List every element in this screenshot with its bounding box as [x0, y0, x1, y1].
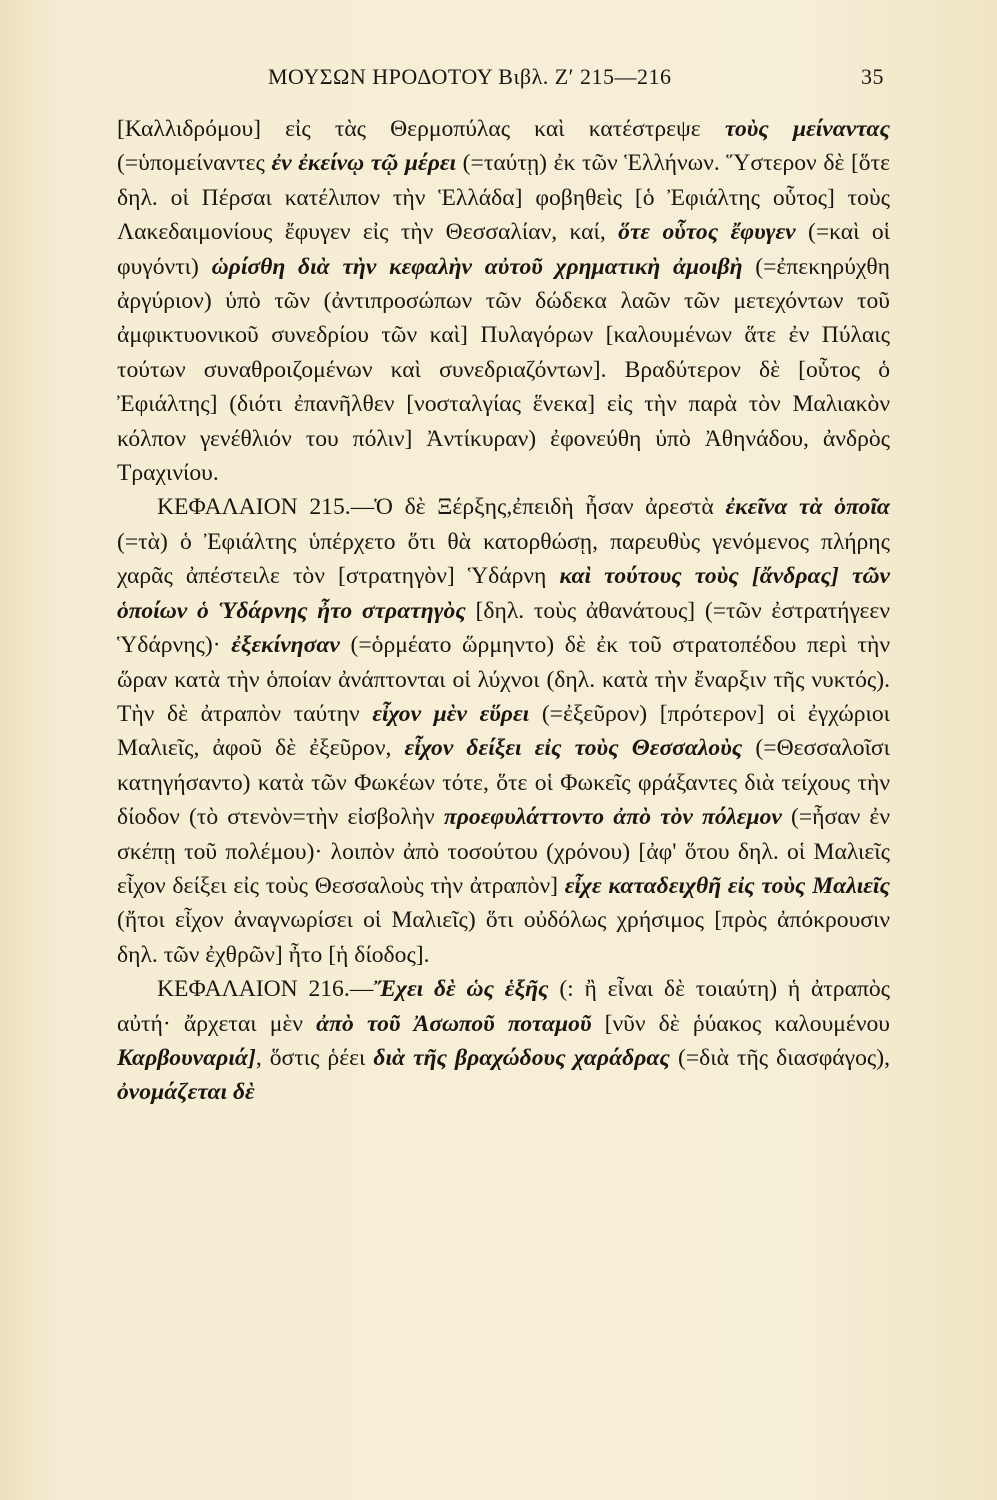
- emphasized-phrase: ἀπὸ τοῦ Ἀσωποῦ ποταμοῦ: [316, 1010, 592, 1037]
- emphasized-phrase: διὰ τῆς βραχώδους χαράδρας: [373, 1044, 670, 1071]
- text-run: ΚΕΦΑΛΑΙΟΝ 215.—Ὁ δὲ Ξέρξης,ἐπειδὴ ἦσαν ἀρεστὰ: [157, 494, 726, 521]
- body-text: [117, 112, 890, 1110]
- page-header: [0, 58, 997, 98]
- paragraph-chapter-215: [117, 490, 890, 972]
- text-run: ΚΕΦΑΛΑΙΟΝ 216.—: [157, 976, 374, 1003]
- paragraph-continuation: [117, 112, 890, 490]
- emphasized-phrase: ἐξεκίνησαν: [231, 632, 340, 659]
- emphasized-phrase: Καρβουναριά]: [117, 1044, 256, 1071]
- emphasized-phrase: εἶχον δείξει εἰς τοὺς Θεσσαλοὺς: [404, 735, 743, 762]
- emphasized-phrase: ἐκεῖνα τὰ ὁποῖα: [725, 494, 890, 521]
- text-run: (=ὁρμέατο ὥρμηντο) δὲ ἐκ τοῦ στρατοπέδου περὶ τὴν ὥραν κατὰ τὴν ὁποίαν ἀνάπτονται οἱ λύχνοι (δηλ. κατὰ τὴν ἔναρξιν τῆς νυκτός). Τὴν δὲ ἀτραπὸν ταύτην: [117, 632, 890, 727]
- text-run: (ἤτοι εἶχον ἀναγνωρίσει οἱ Μαλιεῖς) ὅτι οὐδόλως χρήσιμος [πρὸς ἀπόκρουσιν δηλ. τῶν ἐχθρῶν] ἦτο [ἡ δίοδος].: [117, 907, 890, 968]
- page-number: 35: [861, 64, 884, 89]
- text-run: (=ἐξεῦρον) [πρότερον] οἱ ἐγχώριοι Μαλιεῖς, ἀφοῦ δὲ ἐξεῦρον,: [117, 700, 891, 762]
- emphasized-phrase: καὶ τούτους τοὺς [ἄνδρας] τῶν ὁποίων ὁ Ὑδάρνης ἦτο στρατηγὸς: [117, 563, 890, 624]
- text-run: [δηλ. τοὺς ἀθανάτους] (=τῶν ἐστρατήγεεν Ὑδάρνης)·: [117, 597, 890, 659]
- text-run: (=καὶ οἱ φυγόντι): [117, 219, 891, 280]
- paragraph-chapter-216: [117, 972, 890, 1110]
- text-run: (=Θεσσαλοῖσι κατηγήσαντο) κατὰ τῶν Φωκέων τότε, ὅτε οἱ Φωκεῖς φράξαντες διὰ τείχους τὴν δίοδον (τὸ στενὸν=τὴν εἰσβολὴν: [117, 735, 890, 831]
- text-run: (: ἢ εἶναι δὲ τοιαύτη) ἡ ἀτραπὸς αὐτή· ἄρχεται μὲν: [117, 976, 890, 1037]
- text-run: [Καλλιδρόμου] εἰς τὰς Θερμοπύλας καὶ κατέστρεψε: [117, 116, 725, 142]
- emphasized-phrase: τοὺς μείναντας: [724, 116, 891, 142]
- emphasized-phrase: εἶχε καταδειχθῆ εἰς τοὺς Μαλιεῖς: [564, 872, 891, 899]
- text-run: , ὅστις ῥέει: [255, 1044, 374, 1071]
- text-run: [νῦν δὲ ῥύακος καλουμένου: [591, 1010, 890, 1037]
- text-run: (=ἐπεκηρύχθη ἀργύριον) ὑπὸ τῶν (ἀντιπροσώπων τῶν δώδεκα λαῶν τῶν μετεχόντων τοῦ ἀμφικτυονικοῦ συνεδρίου τῶν καὶ] Πυλαγόρων [καλουμένων ἅτε ἐν Πύλαις τούτων συναθροιζομένων καὶ συνεδριαζόντων]. Βραδύτερον δὲ [οὗτος ὁ Ἐφιάλτης] (διότι ἐπανῆλθεν [νοσταλγίας ἕνεκα] εἰς τὴν παρὰ τὸν Μαλιακὸν κόλπον γενέθλιόν του πόλιν] Ἀντίκυραν) ἐφονεύθη ὑπὸ Ἀθηνάδου, ἀνδρὸς Τραχινίου.: [117, 253, 890, 487]
- emphasized-phrase: εἶχον μὲν εὕρει: [372, 700, 530, 727]
- running-head: ΜΟΥΣΩΝ ΗΡΟΔΟΤΟΥ Βιβλ. Ζ′ 215—216: [268, 64, 672, 89]
- text-run: (=διὰ τῆς διασφάγος),: [669, 1044, 890, 1071]
- emphasized-phrase: ὀνομάζεται δὲ: [117, 1079, 255, 1106]
- emphasized-phrase: ὅτε οὗτος ἔφυγεν: [618, 219, 796, 246]
- text-run: (=ἦσαν ἐν σκέπῃ τοῦ πολέμου)· λοιπὸν ἀπὸ τοσούτου (χρόνου) [ἀφ' ὅτου δηλ. οἱ Μαλιεῖς εἶχον δείξει εἰς τοὺς Θεσσαλοὺς τὴν ἀτραπὸν]: [117, 804, 890, 899]
- text-run: (=τὰ) ὁ Ἐφιάλτης ὑπέρχετο ὅτι θὰ κατορθώσῃ, παρευθὺς γενόμενος πλήρης χαρᾶς ἀπέστειλε τὸν [στρατηγὸν] Ὑδάρνη: [117, 528, 890, 590]
- emphasized-phrase: Ἔχει δὲ ὡς ἑξῆς: [373, 976, 549, 1003]
- emphasized-phrase: ἐν ἐκείνῳ τῷ μέρει: [271, 150, 457, 177]
- text-run: (=ταύτῃ) ἐκ τῶν Ἑλλήνων. Ὕστερον δὲ [ὅτε δηλ. οἱ Πέρσαι κατέλιπον τὴν Ἑλλάδα] φοβηθεὶς [ὁ Ἐφιάλτης οὗτος] τοὺς Λακεδαιμονίους ἔφυγεν εἰς τὴν Θεσσαλίαν, καί,: [117, 150, 890, 246]
- text-run: (=ὑπομείναντες: [117, 150, 272, 177]
- emphasized-phrase: ὡρίσθη διὰ τὴν κεφαλὴν αὐτοῦ χρηματικὴ ἀμοιβὴ: [211, 253, 743, 280]
- emphasized-phrase: προεφυλάττοντο ἀπὸ τὸν πόλεμον: [443, 804, 782, 831]
